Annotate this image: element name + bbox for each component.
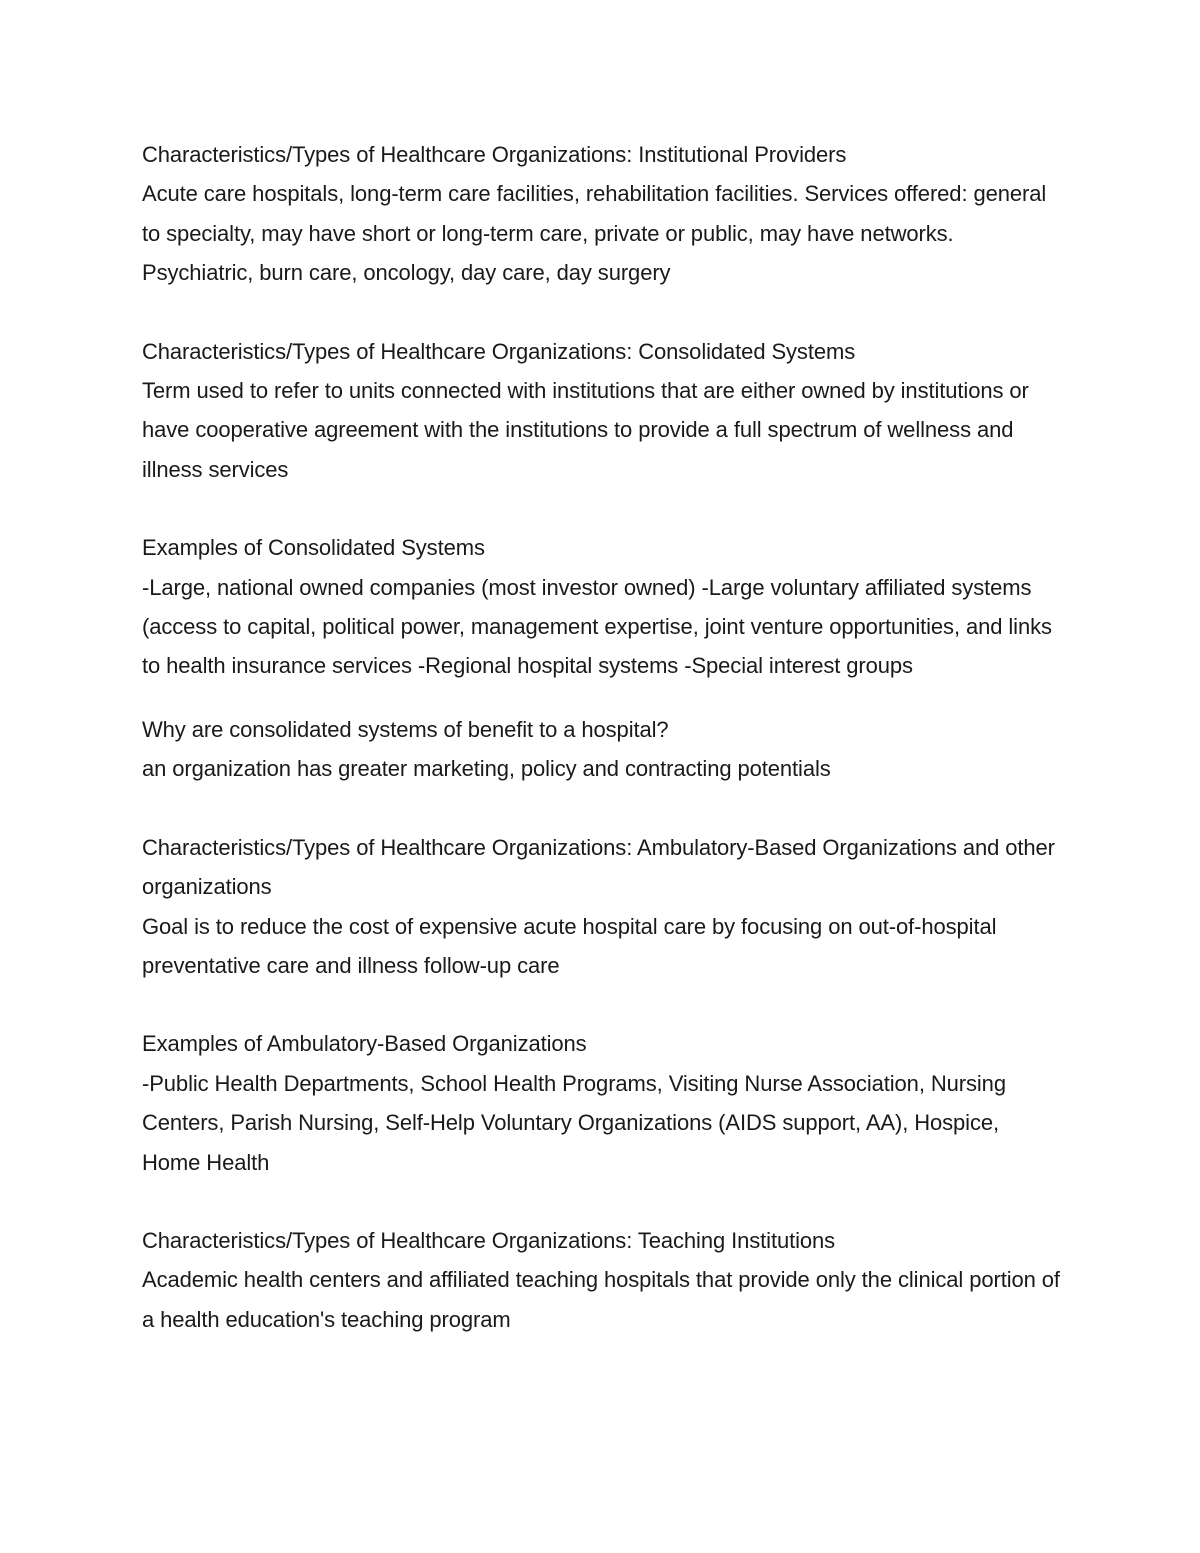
spacer [142, 789, 1062, 828]
card-ambulatory-based [142, 828, 1062, 986]
card-term: Examples of Consolidated Systems [142, 535, 485, 561]
card-definition: Term used to refer to units connected with institutions that are either owned by institutions or have cooperative agreement with the institutions to provide a full spectrum of wellness and illness services [142, 378, 1029, 482]
card-definition: an organization has greater marketing, policy and contracting potentials [142, 756, 831, 782]
card-teaching-institutions [142, 1221, 1062, 1339]
spacer [142, 489, 1062, 528]
card-term: Why are consolidated systems of benefit to a hospital? [142, 716, 669, 742]
spacer [142, 686, 1062, 710]
card-institutional-providers [142, 135, 1062, 293]
document-body [142, 135, 1062, 1339]
card-definition: Goal is to reduce the cost of expensive acute hospital care by focusing on out-of-hospital preventative care and illness follow-up care [142, 913, 997, 978]
card-definition: Academic health centers and affiliated teaching hospitals that provide only the clinical portion of a health education's teaching program [142, 1267, 1060, 1332]
card-term: Examples of Ambulatory-Based Organizations [142, 1031, 587, 1057]
card-definition: -Public Health Departments, School Health Programs, Visiting Nurse Association, Nursing Centers, Parish Nursing, Self-Help Voluntary Organizations (AIDS support, AA), Hospice, Home Health [142, 1070, 1006, 1175]
card-definition: Acute care hospitals, long-term care facilities, rehabilitation facilities. Services offered: general to specialty, may have short or long-term care, private or public, may have networks. Psychiatric, burn care, oncology, day care, day surgery [142, 181, 1047, 286]
card-consolidated-systems [142, 332, 1062, 490]
card-term: Characteristics/Types of Healthcare Organizations: Consolidated Systems [142, 338, 856, 364]
card-definition: -Large, national owned companies (most investor owned) -Large voluntary affiliated systems (access to capital, political power, management expertise, joint venture opportunities, and links to health insurance services -Regional hospital systems -Special interest groups [142, 574, 1052, 679]
card-term: Characteristics/Types of Healthcare Organizations: Teaching Institutions [142, 1227, 836, 1253]
spacer [142, 985, 1062, 1024]
card-term: Characteristics/Types of Healthcare Organizations: Ambulatory-Based Organizations and other organizations [142, 834, 1055, 900]
card-examples-ambulatory [142, 1024, 1062, 1182]
card-examples-consolidated [142, 528, 1062, 686]
card-term: Characteristics/Types of Healthcare Organizations: Institutional Providers [142, 142, 847, 167]
spacer [142, 293, 1062, 332]
spacer [142, 1182, 1062, 1221]
card-benefit-to-hospital [142, 710, 1062, 789]
